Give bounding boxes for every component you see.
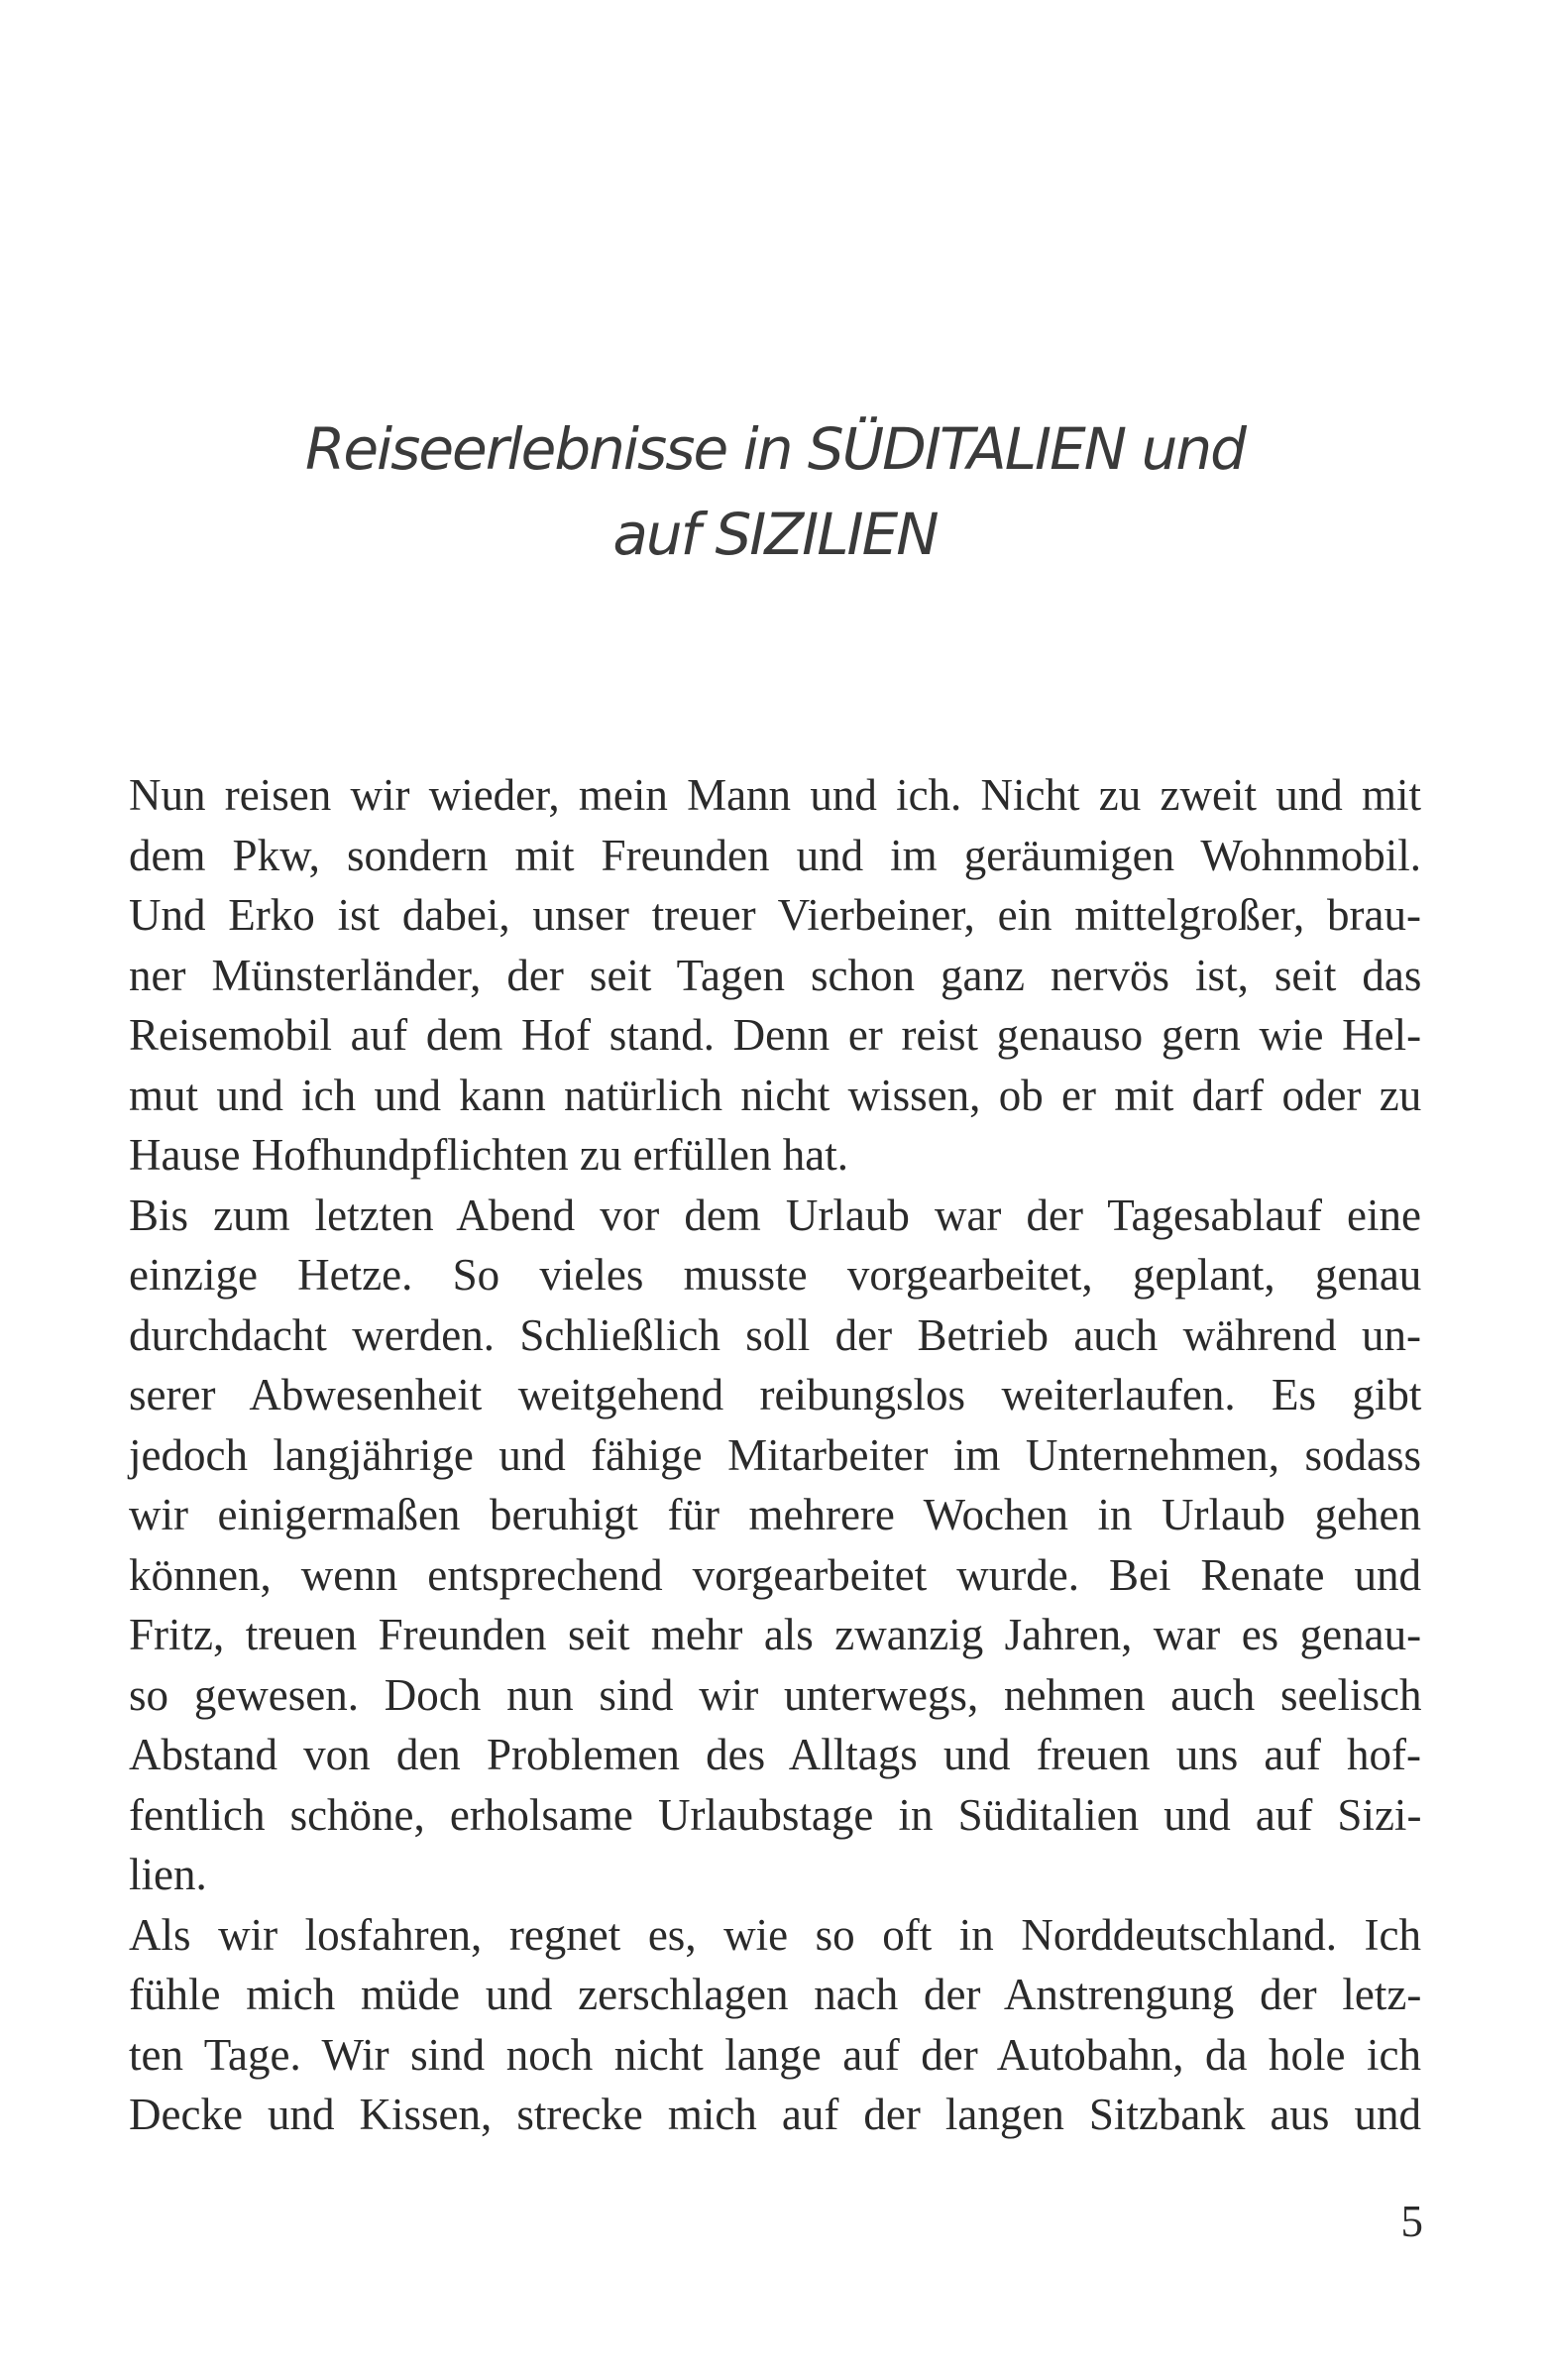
text-line: dem Pkw, sondern mit Freunden und im geräumigen Wohnmobil. [129, 830, 1421, 880]
text-line: Reisemobil auf dem Hof stand. Denn er reist genauso gern wie Hel- [129, 1010, 1422, 1060]
paragraph-2 [129, 1186, 1421, 1905]
text-line: Hause Hofhundpflichten zu erfüllen hat. [129, 1130, 848, 1180]
text-line: Und Erko ist dabei, unser treuer Vierbeiner, ein mittelgroßer, brau- [129, 890, 1421, 940]
text-line: Bis zum letzten Abend vor dem Urlaub war der Tagesablauf eine [129, 1190, 1421, 1240]
text-line: mut und ich und kann natürlich nicht wissen, ob er mit darf oder zu [129, 1070, 1422, 1120]
text-line: können, wenn entsprechend vorgearbeitet wurde. Bei Renate und [129, 1549, 1421, 1600]
text-line: Fritz, treuen Freunden seit mehr als zwanzig Jahren, war es genau- [129, 1610, 1422, 1659]
paragraph-3 [129, 1905, 1421, 2145]
text-line: so gewesen. Doch nun sind wir unterwegs, nehmen auch seelisch [129, 1669, 1422, 1720]
body-text [129, 765, 1421, 2145]
text-line: serer Abwesenheit weitgehend reibungslos weiterlaufen. Es gibt [129, 1370, 1422, 1419]
page-number: 5 [1400, 2197, 1423, 2246]
text-line: ten Tage. Wir sind noch nicht lange auf der Autobahn, da hole ich [129, 2029, 1421, 2080]
text-line: fühle mich müde und zerschlagen nach der Anstrengung der letz- [129, 1970, 1422, 2019]
text-line: fentlich schöne, erholsame Urlaubstage in Süditalien und auf Sizi- [129, 1789, 1422, 1840]
text-line: Decke und Kissen, strecke mich auf der langen Sitzbank aus und [129, 2090, 1421, 2139]
text-line: wir einigermaßen beruhigt für mehrere Wochen in Urlaub gehen [129, 1490, 1421, 1539]
text-line: Als wir losfahren, regnet es, wie so oft in Norddeutschland. Ich [129, 1909, 1421, 1960]
text-line: ner Münsterländer, der seit Tagen schon ganz nervös ist, seit das [129, 950, 1422, 1000]
text-line: durchdacht werden. Schließlich soll der Betrieb auch während un- [129, 1309, 1421, 1360]
chapter-title [198, 406, 1352, 577]
text-line: einzige Hetze. So vieles musste vorgearbeitet, geplant, genau [129, 1250, 1422, 1300]
text-line: lien. [129, 1850, 207, 1899]
text-line: Nun reisen wir wieder, mein Mann und ich. Nicht zu zweit und mit [129, 770, 1421, 820]
text-line: jedoch langjährige und fähige Mitarbeiter im Unternehmen, sodass [129, 1429, 1421, 1480]
chapter-title-line-2: auf SIZILIEN [612, 501, 938, 568]
text-line: Abstand von den Problemen des Alltags und freuen uns auf hof- [129, 1730, 1421, 1779]
chapter-title-line-1: Reiseerlebnisse in SÜDITALIEN und [305, 415, 1245, 483]
paragraph-1 [129, 765, 1421, 1186]
